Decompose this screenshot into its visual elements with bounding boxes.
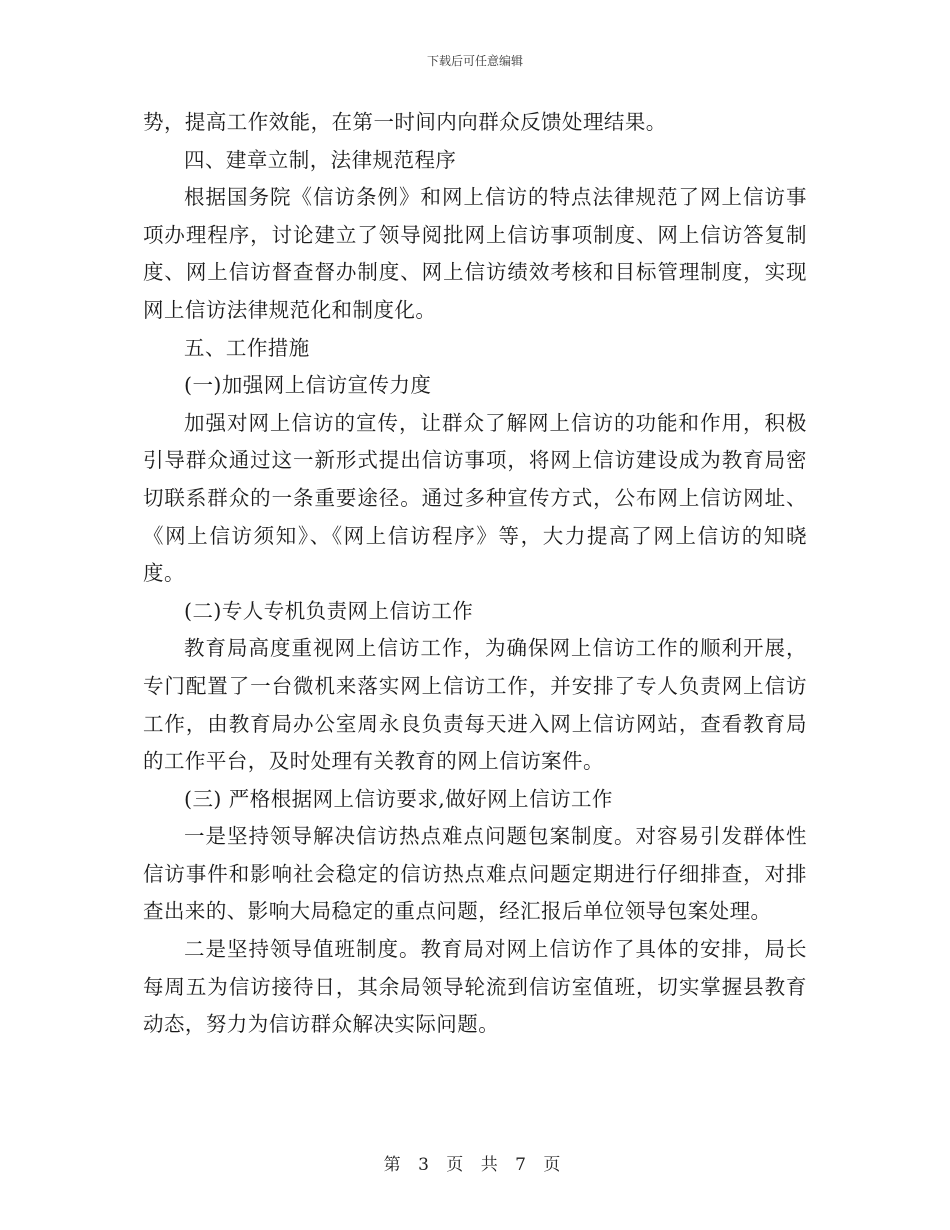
section-heading-5: 五、工作措施	[184, 335, 310, 360]
page-header-note: 下载后可任意编辑	[426, 54, 523, 68]
section-heading-4: 四、建章立制，法律规范程序	[184, 147, 457, 172]
subheading-1: (一)加强网上信访宣传力度	[184, 373, 432, 398]
paragraph-dedicated-staff: 教育局高度重视网上信访工作，为确保网上信访工作的顺利开展，专门配置了一台微机来落实网上信访工作，并安排了专人负责网上信访工作，由教育局办公室周永良负责每天进入网上信访网站，查看教育局的工作平台，及时处理有关教育的网上信访案件。	[143, 636, 807, 774]
page-number: 第 3 页 共 7 页	[383, 1155, 567, 1175]
paragraph-duty-system: 二是坚持领导值班制度。教育局对网上信访作了具体的安排，局长每周五为信访接待日，其余局领导轮流到信访室值班，切实掌握县教育动态，努力为信访群众解决实际问题。	[143, 937, 807, 1037]
paragraph-regulations: 根据国务院《信访条例》和网上信访的特点法律规范了网上信访事项办理程序，讨论建立了领导阅批网上信访事项制度、网上信访答复制度、网上信访督查督办制度、网上信访绩效考核和目标管理制度，实现网上信访法律规范化和制度化。	[143, 185, 807, 322]
subheading-2: (二)专人专机负责网上信访工作	[184, 598, 474, 623]
subheading-3: (三) 严格根据网上信访要求,做好网上信访工作	[184, 786, 613, 811]
document-body	[143, 104, 807, 1044]
paragraph-publicity: 加强对网上信访的宣传，让群众了解网上信访的功能和作用，积极引导群众通过这一新形式提出信访事项，将网上信访建设成为教育局密切联系群众的一条重要途径。通过多种宣传方式，公布网上信访网址、《网上信访须知》、《网上信访程序》等，大力提高了网上信访的知晓度。	[143, 410, 807, 586]
paragraph-continuation: 势，提高工作效能，在第一时间内向群众反馈处理结果。	[143, 110, 667, 134]
paragraph-case-system: 一是坚持领导解决信访热点难点问题包案制度。对容易引发群体性信访事件和影响社会稳定的信访热点难点问题定期进行仔细排查，对排查出来的、影响大局稳定的重点问题，经汇报后单位领导包案处理。	[143, 824, 807, 924]
